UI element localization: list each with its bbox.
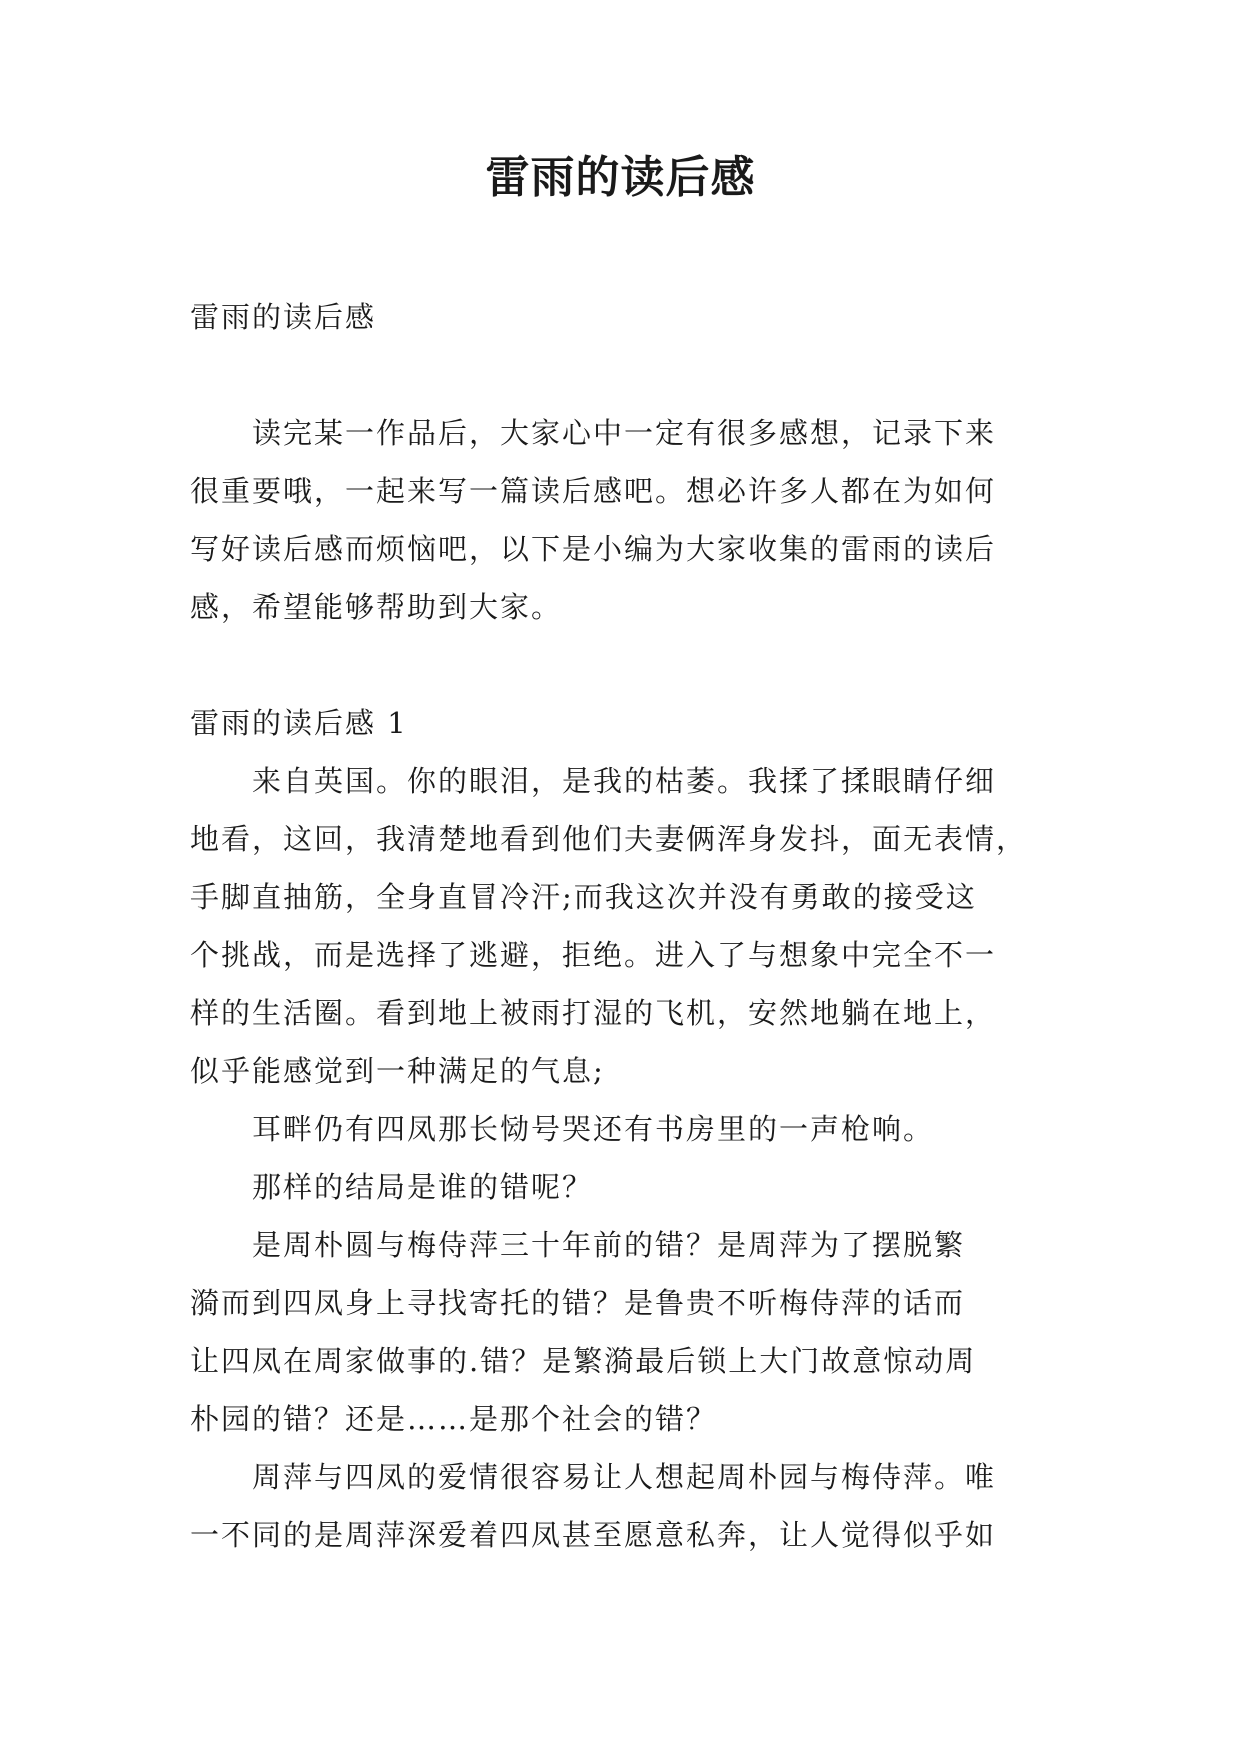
document-body [190, 288, 1070, 1564]
document-title: 雷雨的读后感 [485, 152, 756, 203]
body-line: 地看，这回，我清楚地看到他们夫妻俩浑身发抖，面无表情， [190, 822, 1028, 856]
body-line: 朴园的错？还是……是那个社会的错？ [190, 1402, 718, 1436]
spacer [190, 346, 1070, 404]
intro-line: 感，希望能够帮助到大家。 [190, 590, 563, 624]
body-line: 来自英国。你的眼泪，是我的枯萎。我揉了揉眼睛仔细 [190, 764, 997, 798]
document-subtitle: 雷雨的读后感 [190, 300, 377, 334]
intro-line: 很重要哦，一起来写一篇读后感吧。想必许多人都在为如何 [190, 474, 997, 508]
spacer [190, 636, 1070, 694]
body-line: 周萍与四凤的爱情很容易让人想起周朴园与梅侍萍。唯 [190, 1460, 997, 1494]
intro-paragraph [190, 404, 1070, 636]
body-line: 样的生活圈。看到地上被雨打湿的飞机，安然地躺在地上， [190, 996, 997, 1030]
body-line: 个挑战，而是选择了逃避，拒绝。进入了与想象中完全不一 [190, 938, 997, 972]
body-line: 那样的结局是谁的错呢？ [190, 1170, 594, 1204]
body-line: 一不同的是周萍深爱着四凤甚至愿意私奔，让人觉得似乎如 [190, 1518, 997, 1552]
body-line: 耳畔仍有四凤那长恸号哭还有书房里的一声枪响。 [190, 1112, 935, 1146]
body-line: 是周朴圆与梅侍萍三十年前的错？是周萍为了摆脱繁 [190, 1228, 966, 1262]
body-line: 手脚直抽筋，全身直冒冷汗;而我这次并没有勇敢的接受这 [190, 880, 977, 914]
intro-line: 读完某一作品后，大家心中一定有很多感想，记录下来 [190, 416, 997, 450]
body-text [190, 752, 1070, 1564]
body-line: 让四凤在周家做事的.错？是繁漪最后锁上大门故意惊动周 [190, 1344, 977, 1378]
body-line: 似乎能感觉到一种满足的气息; [190, 1054, 605, 1088]
section-heading: 雷雨的读后感 1 [190, 706, 408, 740]
body-line: 漪而到四凤身上寻找寄托的错？是鲁贵不听梅侍萍的话而 [190, 1286, 966, 1320]
intro-line: 写好读后感而烦恼吧，以下是小编为大家收集的雷雨的读后 [190, 532, 997, 566]
